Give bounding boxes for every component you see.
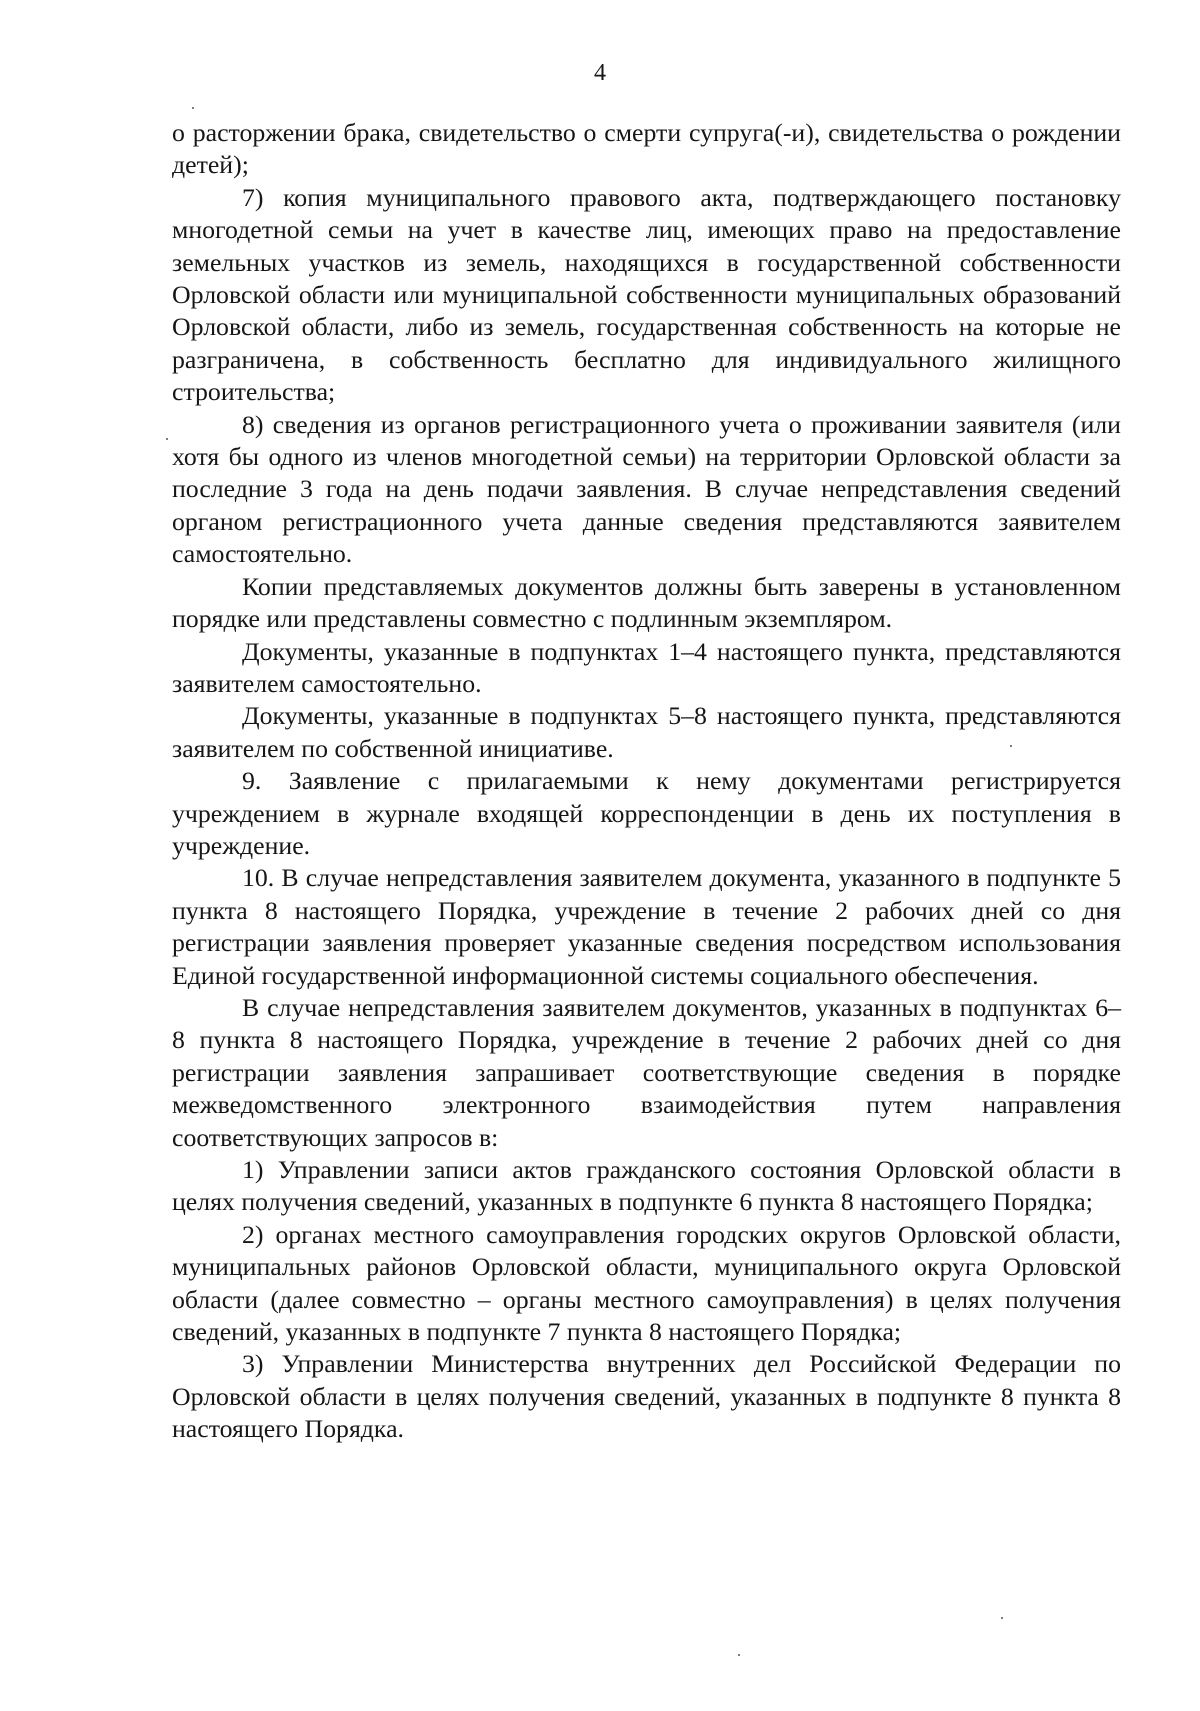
paragraph-item-8: 8) сведения из органов регистрационного учета о проживании заявителя (или хотя бы одного из членов многодетной семьи) на территории Орловской области за последние 3 года на день подачи заявления. В случае непредставления сведений органом регистрационного учета данные сведения представляются заявителем самостоятельно.: [172, 409, 1121, 569]
paragraph-request-1: 1) Управлении записи актов гражданского состояния Орловской области в целях получения сведений, указанных в подпункте 6 пункта 8 настоящего Порядка;: [172, 1155, 1121, 1217]
paragraph-request-2: 2) органах местного самоуправления городских округов Орловской области, муниципальных районов Орловской области, муниципального округа Орловской области (далее совместно – органы местного самоуправления) в целях получения сведений, указанных в подпункте 7 пункта 8 настоящего Порядка;: [172, 1219, 1121, 1347]
scan-speck: [1010, 745, 1012, 747]
paragraph-clause-10: 10. В случае непредставления заявителем документа, указанного в подпункте 5 пункта 8 настоящего Порядка, учреждение в течение 2 рабочих дней со дня регистрации заявления проверяет указанные сведения посредством использования Единой государственной информационной системы социального обеспечения.: [172, 863, 1121, 990]
paragraph-documents-5-8: Документы, указанные в подпунктах 5–8 настоящего пункта, представляются заявителем по собственной инициативе.: [172, 701, 1121, 763]
page-number: 4: [594, 60, 606, 86]
paragraph-documents-1-4: Документы, указанные в подпунктах 1–4 настоящего пункта, представляются заявителем самостоятельно.: [172, 636, 1121, 698]
scan-speck: [738, 1654, 740, 1656]
paragraph-item-7: 7) копия муниципального правового акта, подтверждающего постановку многодетной семьи на учет в качестве лиц, имеющих право на предоставление земельных участков из земель, находящихся в государственной собственности Орловской области или муниципальной собственности муниципальных образований Орловской области, либо из земель, государственная собственность на которые не разграничена, в собственность бесплатно для индивидуального жилищного строительства;: [172, 182, 1121, 407]
scan-speck: [166, 438, 168, 440]
scan-speck: [192, 107, 194, 109]
paragraph-request-3: 3) Управлении Министерства внутренних дел Российской Федерации по Орловской области в целях получения сведений, указанных в подпункте 8 пункта 8 настоящего Порядка.: [172, 1349, 1121, 1444]
scan-speck: [1001, 1617, 1003, 1619]
paragraph-copies: Копии представляемых документов должны быть заверены в установленном порядке или представлены совместно с подлинным экземпляром.: [172, 571, 1121, 634]
paragraph-clause-9: 9. Заявление с прилагаемыми к нему документами регистрируется учреждением в журнале входящей корреспонденции в день их поступления в учреждение.: [172, 766, 1121, 860]
paragraph-clause-10-requests: В случае непредставления заявителем документов, указанных в подпунктах 6–8 пункта 8 настоящего Порядка, учреждение в течение 2 рабочих дней со дня регистрации заявления запрашивает соответствующие сведения в порядке межведомственного электронного взаимодействия путем направления соответствующих запросов в:: [172, 992, 1121, 1152]
paragraph-continuation: о расторжении брака, свидетельство о смерти супруга(-и), свидетельства о рождении детей);: [172, 118, 1121, 180]
document-body: [172, 117, 1121, 1446]
